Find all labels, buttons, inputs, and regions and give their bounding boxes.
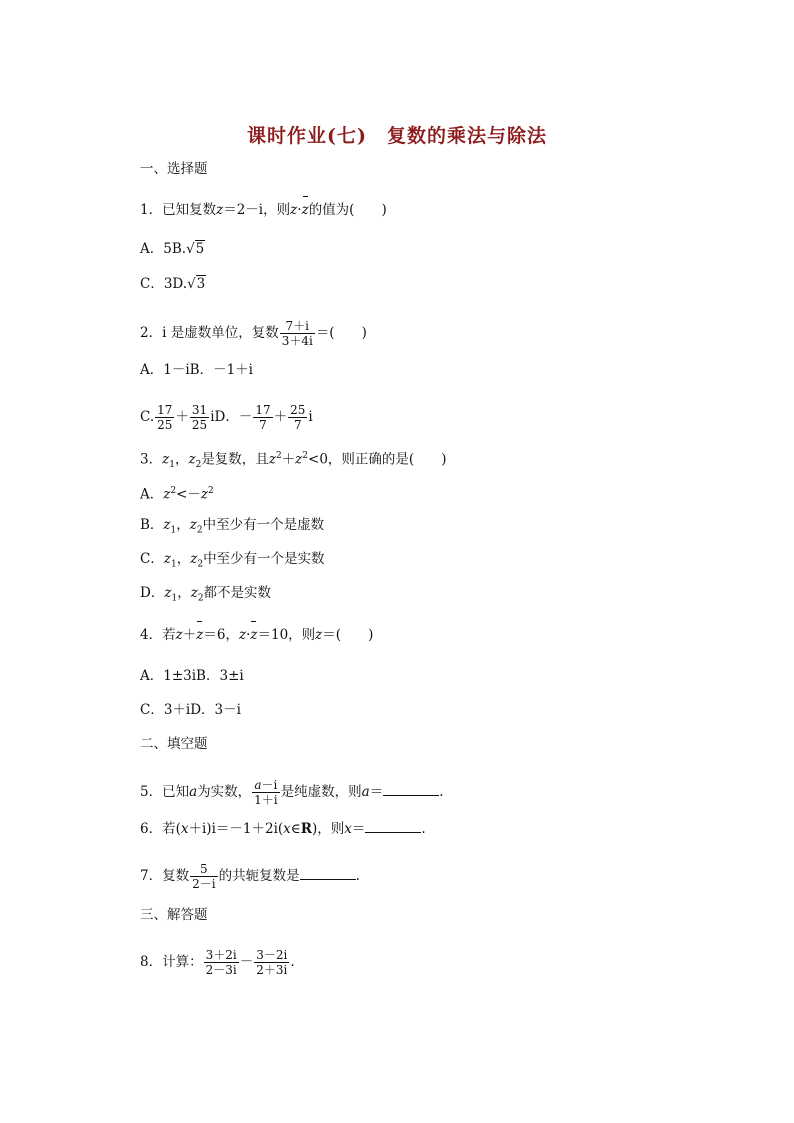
sqrt-3: √3 [187,276,206,292]
conjugate-z: z [301,202,309,218]
sqrt-5: √5 [186,241,205,257]
question-1: 1．已知复数z＝2－i，则z·z的值为( ) [140,202,387,218]
question-3: 3．$z_1$，$z_2$是复数，且$z^2+z^2<0$，则正确的是( ) [140,451,447,471]
q2-options-cd: C. $\frac{17}{25}$ ＋ $\frac{31}{25}$ iD．－ $\frac{17}{7}$ ＋ $\frac{25}{7}$ i [140,403,313,432]
section-fill: 二、填空题 [140,736,208,752]
section-choice: 一、选择题 [140,161,208,177]
q2-options-ab: A．1－iB．－1＋i [140,362,253,378]
answer-blank[interactable] [300,867,356,880]
question-2: 2．i 是虚数单位，复数 $\frac{7+i}{3+4i}$ ＝( ) [140,319,367,348]
conjugate-z: z [196,627,204,643]
q3-option-a: A．$z^2<-z^2$ [140,486,214,503]
fraction-a-i: $\frac{a-i}{1+i}$ [254,778,278,807]
question-6: 6．若(x＋i)i＝－1＋2i(x∈R)，则x＝ . [140,821,426,837]
q1-options-cd: C．3D.√3 [140,276,206,292]
answer-blank[interactable] [383,783,439,796]
q3-option-c: C．$z_1$，$z_2$中至少有一个是实数 [140,551,325,570]
conjugate-z: z [250,627,258,643]
section-solve: 三、解答题 [140,907,208,923]
fraction-7i-34i: $\frac{7+i}{3+4i}$ [281,319,313,348]
title-main: 课时作业(七) [247,125,367,147]
title-topic: 复数的乘法与除法 [386,125,547,147]
q3-option-d: D．$z_1$，$z_2$都不是实数 [140,585,272,604]
q3-option-b: B．$z_1$，$z_2$中至少有一个是虚数 [140,517,325,536]
q4-options-cd: C．3＋iD．3－i [140,702,241,718]
question-8: 8．计算： $\frac{3+2i}{2-3i}$ － $\frac{3-2i}{2+3i}$ . [140,948,295,977]
question-7: 7．复数 $\frac{5}{2-i}$ 的共轭复数是 . [140,862,360,891]
page-title [0,121,794,148]
question-5: 5．已知a为实数， $\frac{a-i}{1+i}$ 是纯虚数，则a＝ . [140,778,444,807]
question-4: 4．若z＋z＝6，z·z＝10，则z＝( ) [140,627,374,643]
fraction-5-2i: $\frac{5}{2-i}$ [192,862,216,891]
q1-options-ab: A．5B.√5 [140,241,205,257]
q4-options-ab: A．1±3iB．3±i [140,668,244,684]
answer-blank[interactable] [365,820,421,833]
